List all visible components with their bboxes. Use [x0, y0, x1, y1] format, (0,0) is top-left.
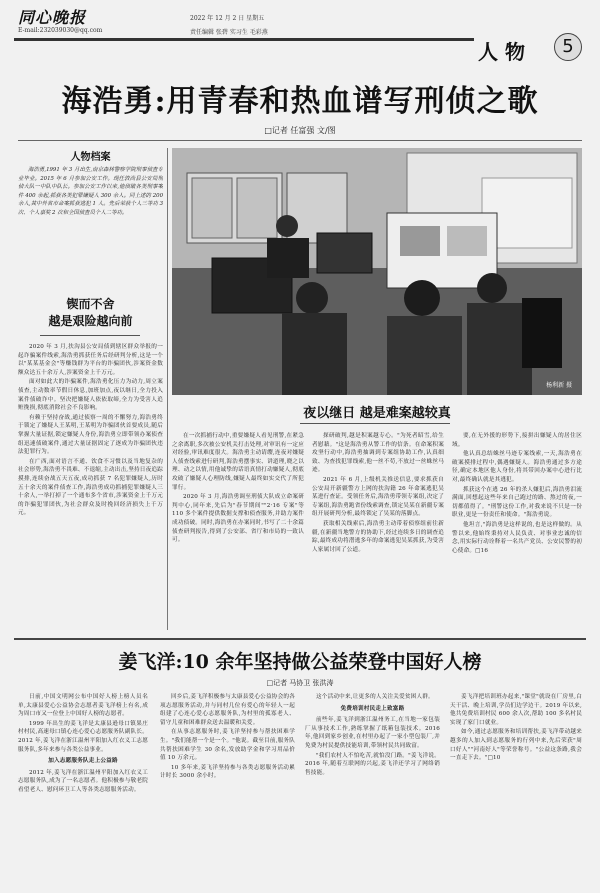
- paragraph: 获取相关线索后,海浩勇主动带着侦察组前往新疆,在新疆当地警方的协助下,经过连续多日的调查追踪,最终成功将潜逃多年的命案逃犯吴某抓获,为受害人家属讨回了公道。: [312, 520, 444, 553]
- section-title: 人 物: [478, 40, 525, 64]
- story1-subhead-1: 锲而不舍 越是艰险越向前: [48, 297, 133, 328]
- paragraph: 面对如此大的诈骗案件,海浩勇化压力为动力,周立案侦查,主动数率节假日休息,加班加点,夜以继日,全力投入案件侦破诈中。坚决把嫌疑人依依取缔,全力为受害人追赃挽损,彻底消除社会不良影响。: [18, 379, 163, 412]
- page-number-badge: [554, 33, 582, 61]
- paragraph: 他坦言,"海浩勇是这样说的,也是这样做的。从警以来,他始终秉持对人民负责、对事业忠诚的信念,用实际行动诠释着一名共产党员、公安民警的初心使命。□16: [452, 521, 582, 554]
- story2-column-1: [18, 693, 148, 887]
- paragraph: 前些年,姜飞洋到浙江温州务工,在当地一家包装厂从事技术工作,熟练掌握了纸箱包装技术。2016 年,他回到家乡创业,在村里办起了一家小型包装厂,并免费为村民提供技能培训,带领村民共同致富。: [305, 717, 440, 749]
- paragraph: 在一次抓捕行动中,重要嫌疑人看见刑警,在紧急之余离职,多次被公安机关打击处理,对审讯有一定应对经验,审讯难度很大。海浩勇主动请缨,连夜对嫌疑人侦查线索进行研判,海浩勇摆事实、讲道理,晓之以理、动之以情,用他诚挚的话语真情打动嫌疑人,彻底攻破了嫌疑人心理防线,嫌疑人最终如实交代了所犯罪行。: [172, 433, 304, 491]
- story1-headline: 海浩勇:用青春和热血谱写刑侦之歌: [61, 84, 539, 119]
- story2-subhead-2: 免费培训村民走上致富路: [340, 705, 405, 712]
- paragraph: 抓获这个在逃 26 年的杀人嫌犯后,海浩勇泪流满面,回想起这些年来自己跑过的路、熬过的夜,一切都值得了。"刑警这份工作,对我来说不只是一份职业,更是一份责任和使命。"海浩勇说。: [452, 486, 582, 519]
- paragraph: 在从事志愿服务时,姜飞洋坚持参与帮扶困难学生。"我们能帮一个是一个。"他说。截至目前,服务队共帮扶困难学生 30 余名,发放助学金和学习用品价值 10 万余元。: [160, 729, 295, 762]
- paragraph: 探研破判,越是积案越专心。"为死者昭雪,给生者慰藉。"这是海浩勇从警工作的信条。在命案积案攻坚行动中,海浩勇抽调到专案组协助工作,认真细致、为查找犯罪线索,他一丝不苟,不放过一丝蛛丝马迹。: [312, 433, 444, 474]
- paragraph: 回乡后,姜飞洋积极参与太康县爱心公益协会的各项志愿服务活动,并与同村几位有爱心的年轻人一起组建了心连心爱心志愿服务队,为村里的孤寡老人、留守儿童和困难群众送去温暖和关爱。: [160, 694, 295, 726]
- newspaper-logo: 同心晚报: [18, 8, 87, 27]
- story1-photo: [172, 148, 582, 395]
- paragraph: 2012 年,姜飞洋在浙江温州平阳加入红衣义工志愿服务队,成为了一名志愿者。他积极参与敬老院看望老人、慰问环卫工人等各类志愿服务活动。: [18, 769, 148, 793]
- paragraph: 日前,中国文明网公布中国好人榜上榜人员名单,太康县爱心公益协会志愿者姜飞洋榜上有名,成为周口市又一位登上中国好人榜的志愿者。: [18, 694, 148, 718]
- story2-column-3: [305, 693, 440, 887]
- story2-subhead-1: 加入志愿服务队走上公益路: [48, 758, 118, 765]
- story1-column-3: [452, 432, 582, 630]
- issue-date: 2022 年 12 月 2 日 星期五: [190, 15, 265, 22]
- story2-headline: 姜飞洋:10 余年坚持做公益荣登中国好人榜: [118, 651, 482, 673]
- paragraph: 10 多年来,姜飞洋坚持参与各类志愿服务活动累计时长 3000 余小时。: [160, 764, 295, 780]
- paragraph: 这个活动中来,让更多的人关注关爱贫困人群。: [316, 694, 434, 700]
- story2-column-2: [160, 693, 295, 887]
- contact-email: E-mail:232039030@qq.com: [18, 27, 103, 34]
- paragraph: 在广西,面对语言不通、饮食不习惯以及当地复杂的社会形势,海浩勇不畏难、不退缩,主动出击,坚持日夜追踪摸排,连续奋战五天五夜,成功抓获 7 名犯罪嫌疑人,历时五十余天的案件侦查工作,海浩勇成功抓捕犯罪嫌疑人三十余人,一举打掉了一个通布多个省市,涉案资金上千万元的诈骗犯罪团伙,为社会群众及时挽回经济损失上千万元。: [18, 458, 163, 517]
- paragraph: 有赖于坚持奋战,通过侦察一周的不懈努力,海浩勇终于锁定了嫌疑人王某明,王某明为诈骗团伙首要成员,随后掌握大量证据,锁定嫌疑人身份,海浩勇立即带领办案侦查组迅速侦破案件,通过大量证据固定了逐成为诈骗团伙违法犯罪行为。: [18, 414, 163, 456]
- paragraph: 1999 年出生的姜飞洋是太康县逊母口镇果庄村村民,高速母口镇心连心爱心志愿服务队副队长。2012 年,姜飞洋在浙江温州平阳加入红衣义工志愿服务队,多年来参与各类公益事业。: [18, 720, 148, 753]
- subhead-1-underline: [40, 335, 140, 336]
- profile-box: [18, 148, 163, 291]
- profile-title: 人物档案: [70, 152, 111, 163]
- profile-text: 海浩勇,1991 年 3 月出生,南京森林警察学院刑事侦查专业毕业。2015 年 6 月参加公安工作。现任敦尚县公安局刑侦大队一中队中队长。参加公安工作以来,他侦破各类刑事案件 400 余起,抓获各类犯罪嫌疑人 300 余人。同上述的 200 余人,其中外省市命案抓获逃犯 1 人。先后荣获个人三等功 3 次、个人嘉奖 2 次和全国侦查员个人二等功。: [18, 167, 163, 216]
- story1-subhead-2: 夜以继日 越是难案越较真: [303, 406, 451, 421]
- paragraph: 姜飞洋把培训班办起来,"课堂"就设在厂房里,白天干活、晚上培训,学员们边学边干。2019 年以来,他共免费培训村民 600 余人次,帮助 100 多名村民实现了家门口就业。: [450, 694, 582, 726]
- paragraph: 他认真总结蛛丝马迹专案线索,一天,海浩勇在破案摸排过程中,偶遇嫌疑人。海浩勇通过多方途径,确定本地区他人身份,将其带回办案中心进行比对,最终确认就是其逃犯。: [452, 451, 582, 483]
- paragraph: 2020 年 3 月,海浩勇调至刑侦大队成立命案研判中心,同年来,先后为"春节期间""2·16 专案"等 110 多个案件提供数据支撑和侦查服务,并助力案件成功侦破。同时,海浩勇在办案同时,书写了二十余篇侦查研判报告,得到了公安部、省厅和市局的一致认可。: [172, 494, 304, 544]
- paragraph: "我们农村人不怕吃苦,就怕没门路。"姜飞洋说。2016 年,随着互联网的兴起,姜飞洋还学习了网络销售技能。: [305, 752, 440, 776]
- paragraph: 要,在无外援的形势下,接拼出嫌疑人的居住区域。: [452, 433, 582, 448]
- story2-column-4: [450, 693, 582, 887]
- story1-byline: □记者 任富强 文/图: [264, 126, 336, 135]
- page-number: 5: [562, 36, 574, 57]
- subhead-2-underline: [300, 423, 450, 424]
- masthead-rule: [14, 38, 474, 41]
- photo-credit: 杨利新 摄: [546, 382, 572, 389]
- story2-byline: □记者 马协卫 张洪涛: [266, 679, 334, 687]
- paragraph: 如今,通过志愿服务和培训帮扶,姜飞洋带动越来越多的人加入到志愿服务的行列中来,先后荣获"周口好人""河南好人"等荣誉称号。"公益这条路,我会一直走下去。"□10: [450, 729, 582, 762]
- story1-column-2: [172, 432, 444, 630]
- story1-column-1: [18, 343, 163, 630]
- paragraph: 2021 年 6 月,上级机关推送信息,要求抓获自公安局开新疆警方上网的扶沟籍 26 年命案逃犯吴某进行查证。受领任务后,海浩勇带领专案组,决定了专案组,海浩勇跑省份线索调查,锁定吴某在新疆专案组开展研判分析,最终锁定了吴某的落脚点。: [312, 476, 444, 518]
- editor-credits: 责任编辑 张碧 实习生 毛彩燕: [190, 29, 268, 36]
- column-divider: [167, 148, 168, 630]
- story1-byline-rule: [18, 140, 582, 141]
- paragraph: 2020 年 3 月,扶沟县公安局侦到辖区群众举报的一起诈骗案件线索,海浩勇抓获任务后经研判分析,这是一个以"某某基金会"等赚钱群为平台的诈骗团伙,涉案资金数额众达五十余万人,涉案资金上千万元。: [18, 344, 163, 376]
- office-scene-illustration: [172, 148, 582, 395]
- story-separator: [14, 638, 586, 640]
